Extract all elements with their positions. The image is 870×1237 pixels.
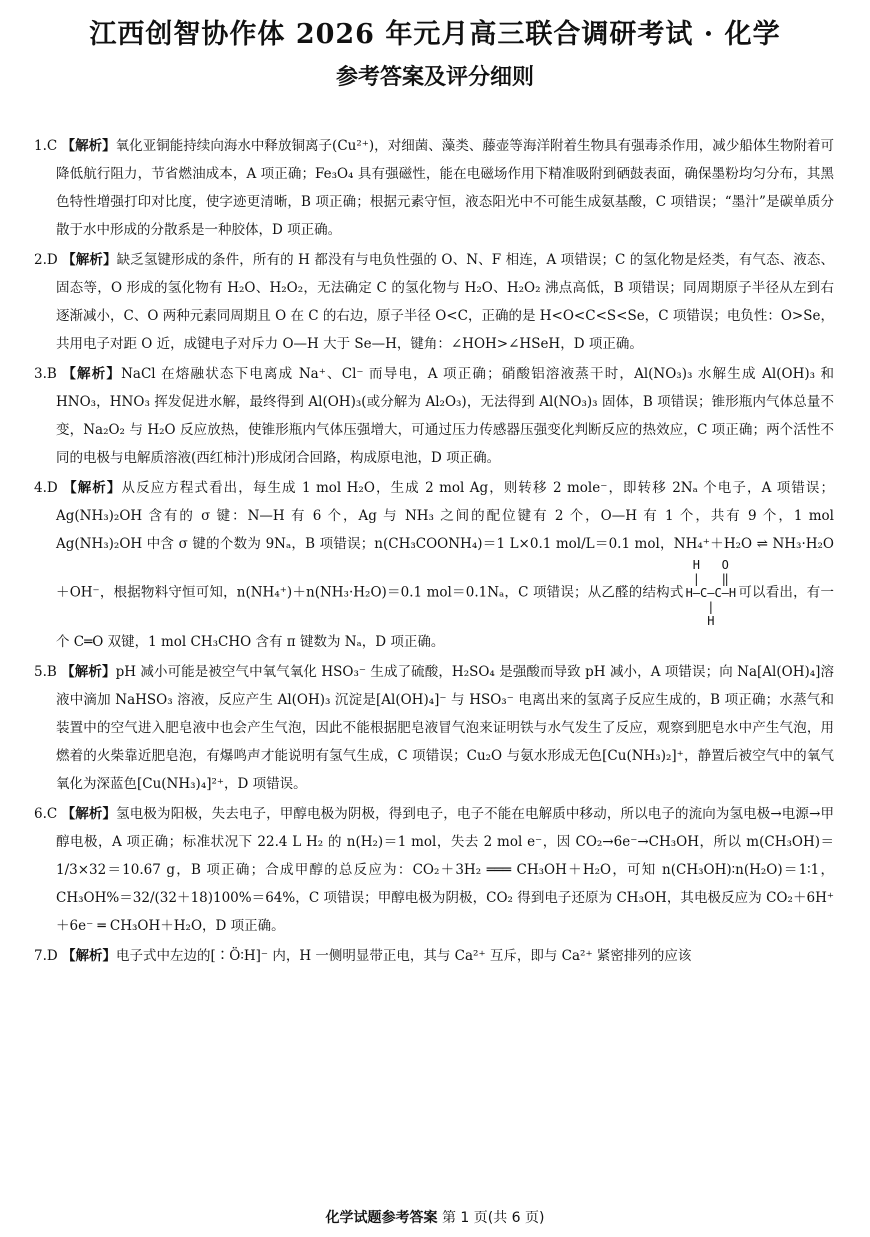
- answer-text: pH 减小可能是被空气中氧气氧化 HSO₃⁻ 生成了硫酸，H₂SO₄ 是强酸而导致 pH 减小，A 项错误；向 Na[Al(OH)₄]溶液中滴加 NaHSO₃ 溶液，反应产生 Al(OH)₃ 沉淀是[Al(OH)₄]⁻ 与 HSO₃⁻ 电离出来的氢离子反应生成的，B 项正确；水蒸气和装置中的空气进入肥皂液中也会产生气泡，因此不能根据肥皂液冒气泡来证明铁与水气发生了反应，观察到肥皂水中产生气泡，用燃着的火柴靠近肥皂泡，有爆鸣声才能说明有氢气生成，C 项错误；Cu₂O 与氨水形成无色[Cu(NH₃)₂]⁺，静置后被空气中的氧气氧化为深蓝色[Cu(NH₃)₄]²⁺，D 项错误。: [56, 664, 834, 792]
- page-footer: [0, 1207, 870, 1227]
- answer-item-3: [34, 360, 834, 472]
- structure-row-main: H—C—C—H: [685, 586, 737, 600]
- analysis-tag: 【解析】: [61, 664, 116, 680]
- answer-number: 6.C: [34, 806, 58, 822]
- answer-text: 氢电极为阳极，失去电子，甲醇电极为阴极，得到电子，电子不能在电解质中移动，所以电子的流向为氢电极→电源→甲醇电极，A 项正确；标准状况下 22.4 L H₂ 的 n(H₂)＝1 mol，失去 2 mol e⁻，因 CO₂→6e⁻→CH₃OH，所以 m(CH₃OH)＝1/3×32＝10.67 g，B 项正确；合成甲醇的总反应为：CO₂＋3H₂ ═══ CH₃OH＋H₂O，可知 n(CH₃OH)∶n(H₂O)＝1∶1，CH₃OH%＝32/(32＋18)100%＝64%，C 项错误；甲醇电极为阴极，CO₂ 得到电子还原为 CH₃OH，其电极反应为 CO₂＋6H⁺＋6e⁻ ═ CH₃OH＋H₂O，D 项正确。: [56, 806, 835, 934]
- page-title: 江西创智协作体 2026 年元月高三联合调研考试 · 化学: [89, 19, 781, 50]
- answer-text-continued: 可以看出，有一个 C═O 双键，1 mol CH₃CHO 含有 π 键数为 Nₐ，D 项正确。: [56, 584, 834, 650]
- analysis-tag: 【解析】: [62, 252, 117, 268]
- footer-label: 化学试题参考答案: [325, 1210, 438, 1226]
- answer-text: 电子式中左边的[∶Ö∶H]⁻ 内，H 一侧明显带正电，其与 Ca²⁺ 互斥，即与 Ca²⁺ 紧密排列的应该: [116, 948, 692, 964]
- answer-body: [34, 132, 834, 972]
- answer-item-6: [34, 800, 834, 940]
- structure-row-top: H O: [692, 558, 729, 572]
- answer-text: 氧化亚铜能持续向海水中释放铜离子(Cu²⁺)，对细菌、藻类、藤壶等海洋附着生物具有强毒杀作用，减少船体生物附着可降低航行阻力，节省燃油成本，A 项正确；Fe₃O₄ 具有强磁性，能在电磁场作用下精准吸附到硒鼓表面，确保墨粉均匀分布，其黑色特性增强打印对比度，使字迹更清晰，B 项正确；根据元素守恒，液态阳光中不可能生成氨基酸，C 项错误；“墨汁”是碳单质分散于水中形成的分散系是一种胶体，D 项正确。: [56, 138, 835, 238]
- analysis-tag: 【解析】: [62, 948, 117, 964]
- acetaldehyde-structure: [686, 558, 737, 628]
- answer-item-2: [34, 246, 834, 358]
- answer-text: 从反应方程式看出，每生成 1 mol H₂O，生成 2 mol Ag，则转移 2 mole⁻，即转移 2Nₐ 个电子，A 项错误；Ag(NH₃)₂OH 含有的 σ 键：N—H 有 6 个，Ag 与 NH₃ 之间的配位键有 2 个，O—H 有 1 个，共有 9 个，1 mol Ag(NH₃)₂OH 中含 σ 键的个数为 9Nₐ，B 项错误；n(CH₃COONH₄)＝1 L×0.1 mol/L＝0.1 mol，NH₄⁺＋H₂O ⇌ NH₃·H₂O＋OH⁻，根据物料守恒可知，n(NH₄⁺)＋n(NH₃·H₂O)＝0.1 mol＝0.1Nₐ，C 项错误；从乙醛的结构式: [56, 480, 835, 601]
- page-subtitle: 参考答案及评分细则: [335, 65, 534, 90]
- answer-number: 4.D: [34, 480, 58, 496]
- answer-text: NaCl 在熔融状态下电离成 Na⁺、Cl⁻ 而导电，A 项正确；硝酸铝溶液蒸干时，Al(NO₃)₃ 水解生成 Al(OH)₃ 和 HNO₃，HNO₃ 挥发促进水解，最终得到 Al(OH)₃(或分解为 Al₂O₃)，无法得到 Al(NO₃)₃ 固体，B 项错误；锥形瓶内气体总量不变，Na₂O₂ 与 H₂O 反应放热，使锥形瓶内气体压强增大，可通过压力传感器压强变化判断反应的热效应，C 项正确；两个活性不同的电极与电解质溶液(西红柿汁)形成闭合回路，构成原电池，D 项正确。: [56, 366, 835, 466]
- analysis-tag: 【解析】: [61, 138, 116, 154]
- analysis-tag: 【解析】: [63, 480, 122, 496]
- answer-number: 3.B: [34, 366, 57, 382]
- answer-item-7: [34, 942, 834, 970]
- answer-number: 2.D: [34, 252, 58, 268]
- footer-page-number: 第 1 页(共 6 页): [441, 1210, 545, 1226]
- structure-row-bottom: H: [707, 614, 715, 628]
- analysis-tag: 【解析】: [61, 806, 117, 822]
- structure-row-top-bonds: | ‖: [692, 572, 729, 586]
- answer-item-4: [34, 474, 834, 656]
- answer-item-1: [34, 132, 834, 244]
- answer-number: 7.D: [34, 948, 58, 964]
- answer-text: 缺乏氢键形成的条件，所有的 H 都没有与电负性强的 O、N、F 相连，A 项错误；C 的氢化物是烃类，有气态、液态、固态等，O 形成的氢化物有 H₂O、H₂O₂，无法确定 C 的氢化物与 H₂O、H₂O₂ 沸点高低，B 项错误；同周期原子半径从左到右逐渐减小，C、O 两种元素同周期且 O 在 C 的右边，原子半径 O<C，正确的是 H<O<C<S<Se，C 项错误；电负性：O>Se，共用电子对距 O 近，成键电子对斥力 O—H 大于 Se—H，键角：∠HOH>∠HSeH，D 项正确。: [56, 252, 834, 352]
- analysis-tag: 【解析】: [62, 366, 122, 382]
- answer-number: 5.B: [34, 664, 57, 680]
- answer-item-5: [34, 658, 834, 798]
- structure-row-bottom-bond: |: [707, 600, 715, 614]
- answer-number: 1.C: [34, 138, 58, 154]
